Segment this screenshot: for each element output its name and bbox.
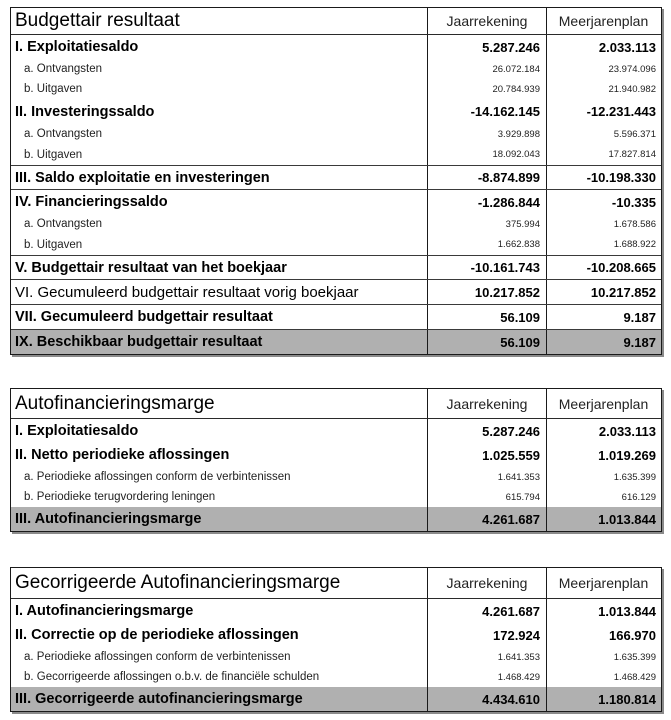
- row-label: II. Netto periodieke aflossingen: [15, 447, 230, 463]
- jaarrekening-value: 172.924: [427, 623, 546, 647]
- total-row: [11, 687, 661, 711]
- jaarrekening-value: 1.662.838: [427, 234, 546, 255]
- table-row: [11, 255, 661, 279]
- row-label: a. Periodieke aflossingen conform de verbintenissen: [24, 471, 291, 483]
- meerjarenplan-value: 23.974.096: [546, 59, 660, 79]
- row-label: IV. Financieringssaldo: [15, 194, 168, 210]
- meerjarenplan-value: -10.335: [546, 190, 660, 214]
- meerjarenplan-value: 2.033.113: [546, 419, 660, 443]
- meerjarenplan-value: 616.129: [546, 487, 660, 507]
- meerjarenplan-value: 1.180.814: [546, 687, 660, 711]
- row-label: b. Gecorrigeerde aflossingen o.b.v. de financiële schulden: [24, 671, 320, 683]
- meerjarenplan-value: 166.970: [546, 623, 660, 647]
- table-row: [11, 189, 661, 214]
- table-row: [11, 234, 661, 255]
- jaarrekening-value: 5.287.246: [427, 419, 546, 443]
- gecorrigeerde-autofinancieringsmarge-table: [10, 567, 662, 712]
- jaarrekening-value: 3.929.898: [427, 124, 546, 144]
- row-label: III. Autofinancieringsmarge: [15, 511, 202, 527]
- table-row: [11, 623, 661, 647]
- meerjarenplan-value: 1.635.399: [546, 467, 660, 487]
- meerjarenplan-value: -10.198.330: [546, 166, 660, 189]
- meerjarenplan-value: 17.827.814: [546, 144, 660, 165]
- meerjarenplan-value: 9.187: [546, 330, 660, 354]
- table-row: [11, 304, 661, 329]
- row-label: VII. Gecumuleerd budgettair resultaat: [15, 309, 273, 325]
- meerjarenplan-value: 9.187: [546, 305, 660, 329]
- jaarrekening-value: -1.286.844: [427, 190, 546, 214]
- jaarrekening-value: 1.641.353: [427, 467, 546, 487]
- jaarrekening-value: 20.784.939: [427, 79, 546, 99]
- table-row: [11, 144, 661, 165]
- table-row: [11, 599, 661, 623]
- row-label: b. Uitgaven: [24, 238, 83, 251]
- table-row: [11, 59, 661, 79]
- row-label: IX. Beschikbaar budgettair resultaat: [15, 334, 263, 350]
- jaarrekening-value: 1.468.429: [427, 667, 546, 687]
- meerjarenplan-value: 1.468.429: [546, 667, 660, 687]
- row-label: a. Ontvangsten: [24, 218, 102, 230]
- column-header-meerjarenplan: Meerjarenplan: [546, 389, 660, 418]
- meerjarenplan-value: 2.033.113: [546, 35, 660, 59]
- meerjarenplan-value: 1.019.269: [546, 443, 660, 467]
- total-row: [11, 507, 661, 531]
- table-row: [11, 487, 661, 507]
- jaarrekening-value: 10.217.852: [427, 280, 546, 304]
- row-label: a. Ontvangsten: [24, 128, 102, 140]
- table-row: [11, 124, 661, 144]
- table-row: [11, 165, 661, 189]
- meerjarenplan-value: -12.231.443: [546, 99, 660, 124]
- table-row: [11, 667, 661, 687]
- jaarrekening-value: 615.794: [427, 487, 546, 507]
- table-row: [11, 279, 661, 304]
- row-label: III. Saldo exploitatie en investeringen: [15, 169, 270, 186]
- table-header: [11, 568, 661, 599]
- row-label: I. Exploitatiesaldo: [15, 39, 139, 55]
- row-label: I. Autofinancieringsmarge: [15, 603, 194, 619]
- jaarrekening-value: 5.287.246: [427, 35, 546, 59]
- jaarrekening-value: 4.434.610: [427, 687, 546, 711]
- meerjarenplan-value: 10.217.852: [546, 280, 660, 304]
- jaarrekening-value: 56.109: [427, 330, 546, 354]
- meerjarenplan-value: -10.208.665: [546, 256, 660, 279]
- meerjarenplan-value: 1.678.586: [546, 214, 660, 234]
- meerjarenplan-value: 1.013.844: [546, 507, 660, 531]
- budgettair-resultaat-table: [10, 7, 662, 355]
- jaarrekening-value: 18.092.043: [427, 144, 546, 165]
- table-row: [11, 35, 661, 59]
- jaarrekening-value: -8.874.899: [427, 166, 546, 189]
- meerjarenplan-value: 1.635.399: [546, 647, 660, 667]
- table-header: [11, 389, 661, 419]
- jaarrekening-value: -14.162.145: [427, 99, 546, 124]
- jaarrekening-value: -10.161.743: [427, 256, 546, 279]
- jaarrekening-value: 4.261.687: [427, 507, 546, 531]
- jaarrekening-value: 1.025.559: [427, 443, 546, 467]
- table-row: [11, 419, 661, 443]
- column-header-jaarrekening: Jaarrekening: [427, 8, 546, 34]
- table-title: Gecorrigeerde Autofinancieringsmarge: [15, 572, 341, 593]
- meerjarenplan-value: 1.013.844: [546, 599, 660, 623]
- table-row: [11, 647, 661, 667]
- column-header-jaarrekening: Jaarrekening: [427, 389, 546, 418]
- column-header-meerjarenplan: Meerjarenplan: [546, 8, 660, 34]
- row-label: a. Ontvangsten: [24, 63, 102, 75]
- meerjarenplan-value: 5.596.371: [546, 124, 660, 144]
- table-row: [11, 467, 661, 487]
- meerjarenplan-value: 21.940.982: [546, 79, 660, 99]
- column-header-meerjarenplan: Meerjarenplan: [546, 568, 660, 598]
- row-label: b. Uitgaven: [24, 83, 83, 95]
- total-row: [11, 329, 661, 354]
- jaarrekening-value: 375.994: [427, 214, 546, 234]
- column-header-jaarrekening: Jaarrekening: [427, 568, 546, 598]
- row-label: a. Periodieke aflossingen conform de verbintenissen: [24, 651, 291, 663]
- jaarrekening-value: 56.109: [427, 305, 546, 329]
- table-row: [11, 214, 661, 234]
- row-label: II. Investeringssaldo: [15, 103, 155, 120]
- row-label: I. Exploitatiesaldo: [15, 423, 139, 439]
- row-label: V. Budgettair resultaat van het boekjaar: [15, 259, 287, 276]
- row-label: b. Uitgaven: [24, 148, 83, 161]
- row-label: VI. Gecumuleerd budgettair resultaat vorig boekjaar: [15, 283, 359, 301]
- row-label: III. Gecorrigeerde autofinancieringsmarge: [15, 691, 303, 707]
- table-title: Budgettair resultaat: [15, 10, 180, 31]
- meerjarenplan-value: 1.688.922: [546, 234, 660, 255]
- table-header: [11, 8, 661, 35]
- autofinancieringsmarge-table: [10, 388, 662, 532]
- table-row: [11, 443, 661, 467]
- jaarrekening-value: 1.641.353: [427, 647, 546, 667]
- table-row: [11, 99, 661, 124]
- jaarrekening-value: 26.072.184: [427, 59, 546, 79]
- row-label: b. Periodieke terugvordering leningen: [24, 491, 216, 503]
- table-title: Autofinancieringsmarge: [15, 392, 215, 414]
- row-label: II. Correctie op de periodieke aflossingen: [15, 627, 299, 643]
- jaarrekening-value: 4.261.687: [427, 599, 546, 623]
- table-row: [11, 79, 661, 99]
